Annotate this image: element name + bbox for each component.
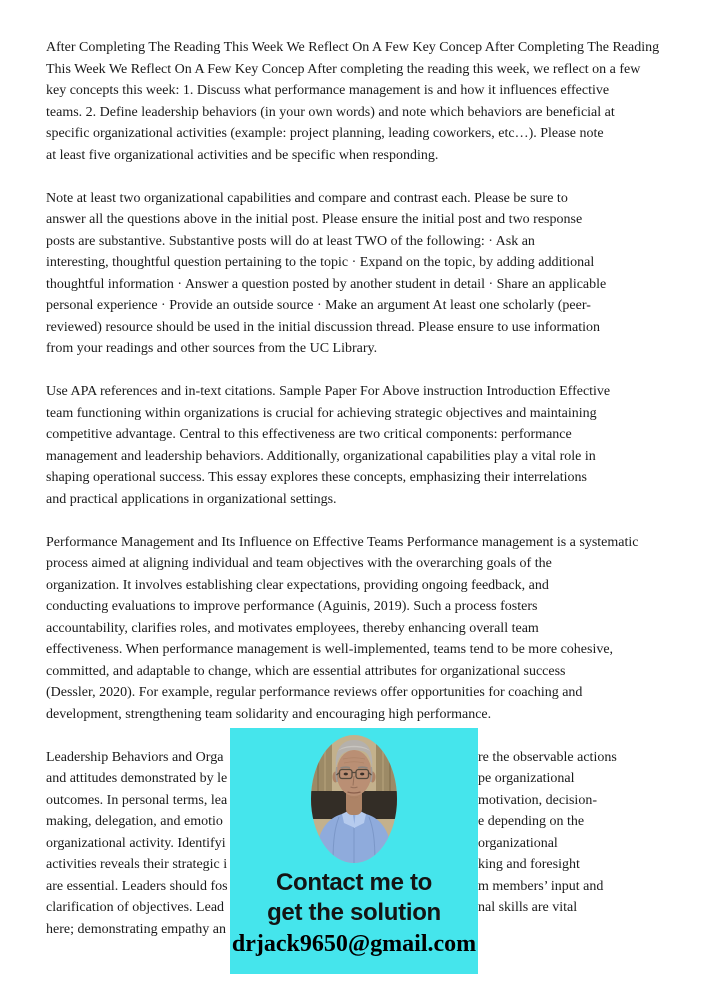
text-line: Note at least two organizational capabilities and compare and contrast each. Please be sure to <box>46 190 568 206</box>
tutor-portrait-photo <box>311 735 397 863</box>
text-fragment-left: and attitudes demonstrated by le <box>46 771 228 786</box>
paragraph <box>46 188 678 360</box>
text-line: effectiveness. When performance management is well-implemented, teams tend to be more cohesive, <box>46 642 614 657</box>
text-line: personal experience · Provide an outside source · Make an argument At least one scholarly (peer- <box>46 298 591 313</box>
text-fragment-left: organizational activity. Identifyi <box>46 835 226 851</box>
text-line: team functioning within organizations is crucial for achieving strategic objectives and maintaining <box>46 405 597 421</box>
text-line: at least five organizational activities and be specific when responding. <box>46 147 439 163</box>
text-fragment-right: e depending on the <box>478 814 585 829</box>
ad-heading-line2: get the solution <box>267 899 441 926</box>
text-fragment-right: king and foresight <box>478 857 580 872</box>
text-line: specific organizational activities (example: project planning, leading coworkers, etc…). Please note <box>46 126 604 141</box>
text-line: (Dessler, 2020). For example, regular performance reviews offer opportunities for coaching and <box>46 685 583 700</box>
text-fragment-right: organizational <box>478 835 558 851</box>
text-fragment-right: m members’ input and <box>478 878 604 894</box>
text-line: shaping operational success. This essay explores these concepts, emphasizing their interrelations <box>46 470 587 485</box>
text-line: reviewed) resource should be used in the initial discussion thread. Please ensure to use information <box>46 319 601 335</box>
ad-heading <box>267 868 441 928</box>
text-fragment-left: here; demonstrating empathy an <box>46 921 226 937</box>
text-line: management and leadership behaviors. Additionally, organizational capabilities play a vital role in <box>46 448 596 464</box>
text-line: posts are substantive. Substantive posts will do at least TWO of the following: · Ask an <box>46 233 535 249</box>
text-line: accountability, clarifies roles, and motivates employees, thereby enhancing overall team <box>46 620 539 636</box>
text-line: This Week We Reflect On A Few Key Concep After completing the reading this week, we reflect on a few <box>46 61 641 77</box>
text-line: teams. 2. Define leadership behaviors (in your own words) and note which behaviors are beneficial at <box>46 104 615 120</box>
ad-heading-line1: Contact me to <box>275 869 433 896</box>
text-line: Performance Management and Its Influence on Effective Teams Performance management is a systematic <box>46 534 639 550</box>
text-line: committed, and adaptable to change, which are essential attributes for organizational success <box>46 663 566 679</box>
text-fragment-left: outcomes. In personal terms, lea <box>46 792 228 808</box>
text-line: conducting evaluations to improve performance (Aguinis, 2019). Such a process fosters <box>46 599 538 614</box>
text-fragment-right: motivation, decision- <box>478 792 597 808</box>
text-fragment-left: clarification of objectives. Lead <box>46 900 225 915</box>
text-line: answer all the questions above in the initial post. Please ensure the initial post and two response <box>46 212 583 227</box>
text-fragment-right: re the observable actions <box>478 749 617 765</box>
text-line: key concepts this week: 1. Discuss what performance management is and how it influences effective <box>46 83 610 98</box>
text-line: interesting, thoughtful question pertaining to the topic · Expand on the topic, by adding additional <box>46 255 595 270</box>
text-line: from your readings and other sources from the UC Library. <box>46 341 378 356</box>
text-line: development, strengthening team solidarity and encouraging high performance. <box>46 706 492 722</box>
text-line: and practical applications in organizational settings. <box>46 491 337 507</box>
text-line: After Completing The Reading This Week We Reflect On A Few Key Concep After Completing The Reading <box>46 40 660 55</box>
text-line: process aimed at aligning individual and team objectives with the overarching goals of the <box>46 556 552 571</box>
text-line: organization. It involves establishing clear expectations, providing ongoing feedback, and <box>46 577 549 593</box>
paragraph <box>46 381 678 510</box>
text-fragment-left: are essential. Leaders should fos <box>46 878 228 894</box>
text-line: Use APA references and in-text citations. Sample Paper For Above instruction Introduction Effective <box>46 384 611 399</box>
text-fragment-right: pe organizational <box>478 771 575 786</box>
contact-ad-overlay <box>230 728 478 974</box>
text-line: thoughtful information · Answer a question posted by another student in detail · Share an applicable <box>46 276 607 292</box>
text-line: competitive advantage. Central to this effectiveness are two critical components: performance <box>46 427 572 442</box>
paragraph <box>46 532 678 726</box>
text-fragment-left: making, delegation, and emotio <box>46 814 223 829</box>
text-fragment-left: activities reveals their strategic i <box>46 857 228 872</box>
paragraph <box>46 37 678 166</box>
text-fragment-left: Leadership Behaviors and Orga <box>46 749 224 765</box>
ad-email: drjack9650@gmail.com <box>231 931 477 957</box>
text-fragment-right: nal skills are vital <box>478 900 578 915</box>
